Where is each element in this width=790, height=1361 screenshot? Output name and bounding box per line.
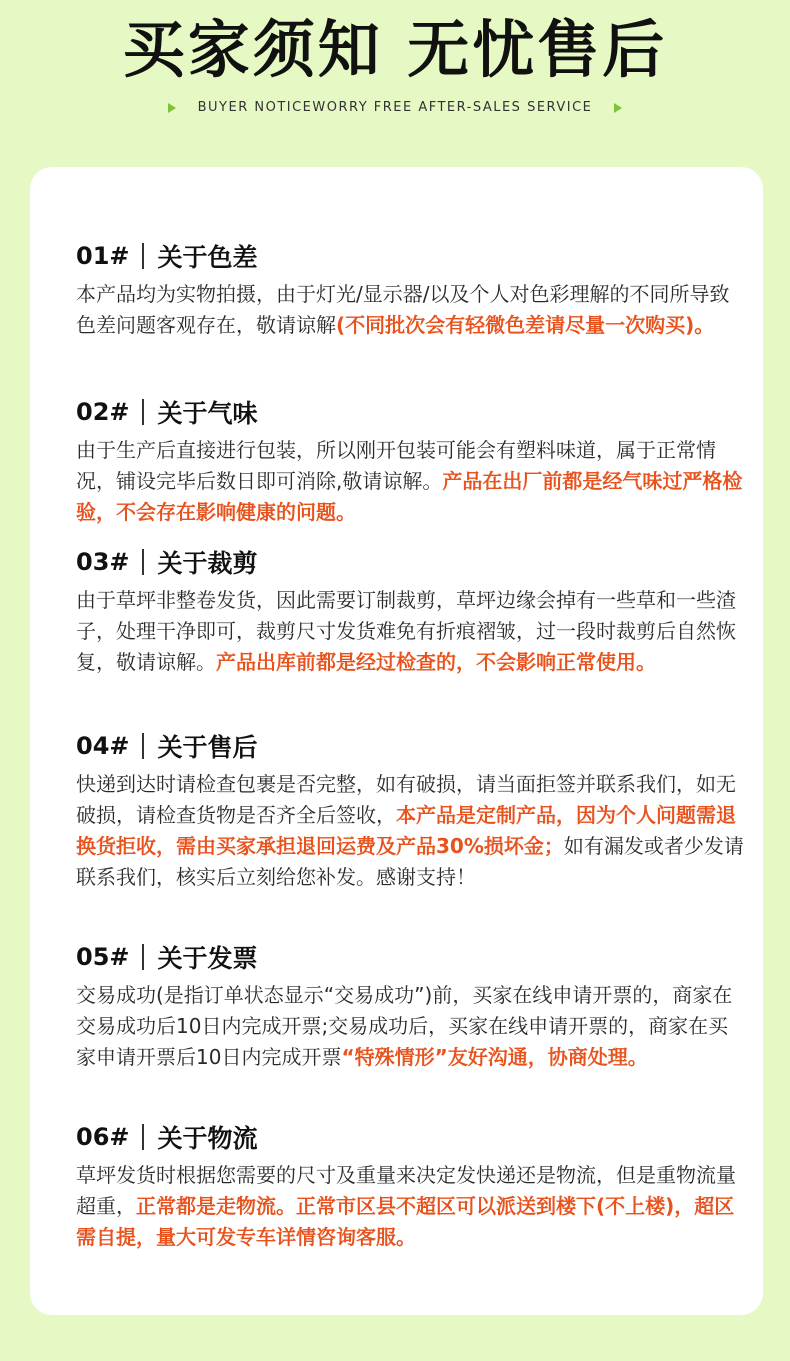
section-body <box>76 435 746 528</box>
body-text: 本产品均为实物拍摄，由于灯光/显示器/以及个人对色彩理解的不同所导致色差问题客观存在，敬请谅解 <box>76 282 730 337</box>
section-title: 关于裁剪 <box>157 549 258 578</box>
section-cutting <box>76 545 746 678</box>
section-header <box>76 1120 746 1154</box>
body-text-after: 如有漏发或者少发请联系我们，核实后立刻给您补发。感谢支持！ <box>76 834 744 889</box>
divider <box>142 1124 144 1150</box>
section-body <box>76 1160 746 1253</box>
triangle-right-icon <box>614 103 622 113</box>
section-title: 关于物流 <box>157 1124 258 1153</box>
body-text: 交易成功(是指订单状态显示“交易成功”)前，买家在线申请开票的，商家在交易成功后10日内完成开票;交易成功后，买家在线申请开票的，商家在买家申请开票后10日内完成开票 <box>76 983 733 1069</box>
section-body <box>76 279 746 341</box>
section-number: 02# <box>76 398 130 426</box>
section-header <box>76 729 746 763</box>
section-invoice <box>76 940 746 1073</box>
divider <box>142 944 144 970</box>
triangle-right-icon <box>168 103 176 113</box>
section-header <box>76 395 746 429</box>
page-subtitle: BUYER NOTICEWORRY FREE AFTER-SALES SERVICE <box>197 100 593 115</box>
body-text: 草坪发货时根据您需要的尺寸及重量来决定发快递还是物流，但是重物流量超重， <box>76 1163 736 1218</box>
body-text: 快递到达时请检查包裹是否完整，如有破损，请当面拒签并联系我们，如无破损，请检查货物是否齐全后签收， <box>76 772 736 827</box>
subtitle-row <box>0 100 790 115</box>
section-number: 05# <box>76 943 130 971</box>
section-color-difference <box>76 239 746 341</box>
section-title: 关于气味 <box>157 399 258 428</box>
highlight-text: 产品出库前都是经过检查的，不会影响正常使用。 <box>216 650 656 674</box>
section-number: 03# <box>76 548 130 576</box>
section-body <box>76 769 746 893</box>
highlight-text: 产品在出厂前都是经气味过严格检验，不会存在影响健康的问题。 <box>76 469 743 524</box>
section-number: 01# <box>76 242 130 270</box>
highlight-text: 正常都是走物流。正常市区县不超区可以派送到楼下(不上楼)，超区需自提，量大可发专车详情咨询客服。 <box>76 1194 735 1249</box>
divider <box>142 399 144 425</box>
section-logistics <box>76 1120 746 1253</box>
section-body <box>76 585 746 678</box>
body-text: 由于生产后直接进行包装，所以刚开包装可能会有塑料味道，属于正常情况，铺设完毕后数日即可消除,敬请谅解。 <box>76 438 716 493</box>
section-after-sales <box>76 729 746 893</box>
section-header <box>76 239 746 273</box>
highlight-text: 本产品是定制产品，因为个人问题需退换货拒收，需由买家承担退回运费及产品30%损坏金； <box>76 803 736 858</box>
body-text: 由于草坪非整卷发货，因此需要订制裁剪，草坪边缘会掉有一些草和一些渣子，处理干净即可，裁剪尺寸发货难免有折痕褶皱，过一段时裁剪后自然恢复，敬请谅解。 <box>76 588 736 674</box>
section-number: 04# <box>76 732 130 760</box>
section-number: 06# <box>76 1123 130 1151</box>
section-header <box>76 545 746 579</box>
divider <box>142 733 144 759</box>
section-title: 关于色差 <box>157 243 258 272</box>
highlight-text: (不同批次会有轻微色差请尽量一次购买)。 <box>336 313 715 337</box>
section-header <box>76 940 746 974</box>
section-body <box>76 980 746 1073</box>
section-title: 关于售后 <box>157 733 258 762</box>
divider <box>142 243 144 269</box>
section-title: 关于发票 <box>157 944 258 973</box>
notice-card <box>30 167 763 1315</box>
highlight-text: “特殊情形”友好沟通，协商处理。 <box>341 1045 648 1069</box>
divider <box>142 549 144 575</box>
page-title: 买家须知 无忧售后 <box>122 13 668 86</box>
section-odor <box>76 395 746 528</box>
